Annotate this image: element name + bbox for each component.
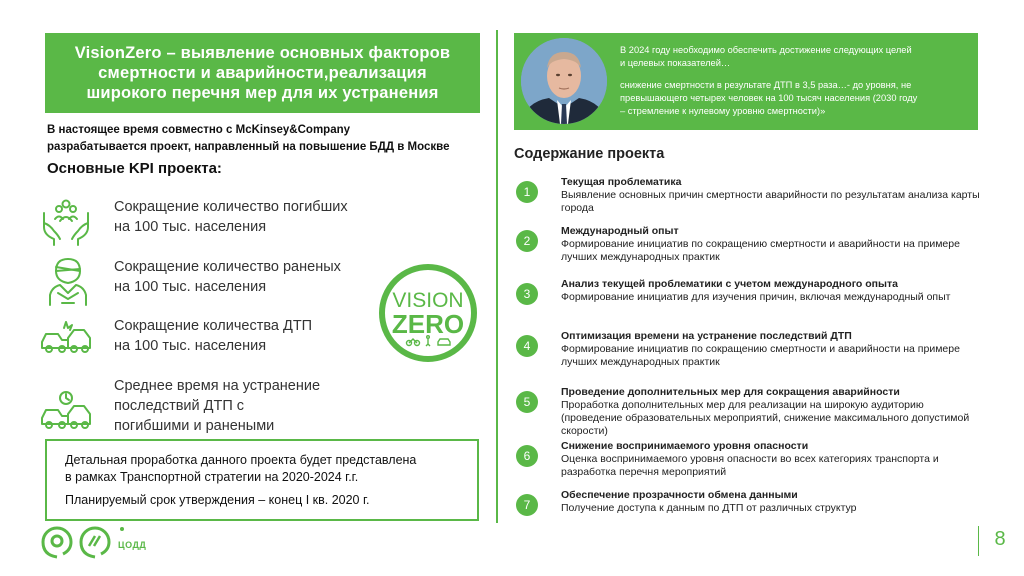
brand-logo-secondary-icon xyxy=(78,526,112,560)
kpi-item xyxy=(40,376,380,440)
kpi-item xyxy=(40,197,380,259)
slide-title xyxy=(45,33,480,113)
step-description: Получение доступа к данным по ДТП от различных структур xyxy=(561,502,857,514)
step-title: Международный опыт xyxy=(561,225,679,237)
note-line-1: Детальная проработка данного проекта будет представлена xyxy=(65,453,417,467)
note-box xyxy=(45,439,479,521)
kpi-line: Сокращение количество погибших xyxy=(114,199,348,215)
quote-line: снижение смертности в результате ДТП в 3,5 раза…- до уровня, не xyxy=(620,80,912,90)
kpi-line: погибшими и ранеными xyxy=(114,418,275,434)
step-body xyxy=(561,386,981,438)
step-description: Проработка дополнительных мер для реализации на широкую аудиторию (проведение образовательных мероприятий, снижение максимального допустимой скорости) xyxy=(561,399,970,437)
step-body xyxy=(561,330,981,369)
step-number-badge: 6 xyxy=(516,445,538,467)
page-number: 8 xyxy=(994,528,1006,550)
quote-line: и целевых показателей… xyxy=(620,58,731,68)
step-description: Формирование инициатив по сокращению смертности и аварийности на примере лучших международных практик xyxy=(561,343,960,368)
kpi-text xyxy=(114,376,384,436)
step-description: Формирование инициатив для изучения причин, включая международный опыт xyxy=(561,291,951,303)
hands-people-icon xyxy=(40,197,92,249)
kpi-item xyxy=(40,316,380,378)
step-body xyxy=(561,489,981,515)
kpi-item xyxy=(40,257,380,319)
step-number-badge: 4 xyxy=(516,335,538,357)
car-crash-icon xyxy=(40,316,92,368)
kpi-line: Сокращение количества ДТП xyxy=(114,318,313,334)
portrait-avatar xyxy=(521,38,607,124)
column-divider xyxy=(496,30,498,523)
step-description: Выявление основных причин смертности аварийности по результатам анализа карты города xyxy=(561,189,980,214)
step-title: Обеспечение прозрачности обмена данными xyxy=(561,489,798,501)
vision-zero-logo-line2: ZERO xyxy=(391,309,465,339)
step-number-badge: 1 xyxy=(516,181,538,203)
quote-line: превышающего четырех человек на 100 тысяч населения (2030 году xyxy=(620,93,918,103)
kpi-line: на 100 тыс. населения xyxy=(114,219,267,235)
car-crash-clock-icon xyxy=(40,388,92,440)
kpi-heading: Основные KPI проекта: xyxy=(47,160,222,177)
step-body xyxy=(561,278,981,304)
intro-line-2: разрабатывается проект, направленный на повышение БДД в Москве xyxy=(47,141,450,153)
step-title: Текущая проблематика xyxy=(561,176,682,188)
note-line-2: в рамках Транспортной стратегии на 2020-2024 г.г. xyxy=(65,470,359,484)
step-title: Снижение воспринимаемого уровня опасности xyxy=(561,440,809,452)
kpi-text xyxy=(114,257,384,297)
quote-line: – стремление к нулевому уровню смертности)» xyxy=(620,106,826,116)
slide-title-text: VisionZero – выявление основных факторов смертности и аварийности,реализация широкого перечня мер для их устранения xyxy=(74,44,451,102)
intro-line-1: В настоящее время совместно с McKinsey&Company xyxy=(47,124,351,136)
step-description: Формирование инициатив по сокращению смертности и аварийности на примере лучших международных практик xyxy=(561,238,960,263)
vision-zero-logo xyxy=(378,263,478,363)
kpi-line: на 100 тыс. населения xyxy=(114,338,267,354)
contents-heading: Содержание проекта xyxy=(514,146,665,162)
step-title: Анализ текущей проблематики с учетом международного опыта xyxy=(561,278,898,290)
intro-text xyxy=(47,122,487,156)
step-title: Проведение дополнительных мер для сокращения аварийности xyxy=(561,386,900,398)
kpi-text xyxy=(114,197,384,237)
step-description: Оценка воспринимаемого уровня опасности во всех категориях транспорта и разработка перечня мероприятий xyxy=(561,453,939,478)
footer-dot xyxy=(120,527,124,531)
quote-box xyxy=(514,33,978,130)
kpi-line: последствий ДТП с xyxy=(114,398,245,414)
quote-line: В 2024 году необходимо обеспечить достижение следующих целей xyxy=(620,45,912,55)
brand-logo-icon xyxy=(40,526,74,560)
step-body xyxy=(561,176,981,215)
step-body xyxy=(561,225,981,264)
step-title: Оптимизация времени на устранение последствий ДТП xyxy=(561,330,852,342)
kpi-text xyxy=(114,316,384,356)
quote-text xyxy=(620,44,965,118)
kpi-line: на 100 тыс. населения xyxy=(114,279,267,295)
step-number-badge: 5 xyxy=(516,391,538,413)
kpi-line: Сокращение количество раненых xyxy=(114,259,341,275)
kpi-line: Среднее время на устранение xyxy=(114,378,321,394)
vision-zero-logo-line1: VISION xyxy=(392,289,464,312)
step-body xyxy=(561,440,981,479)
note-line-3: Планируемый срок утверждения – конец I кв. 2020 г. xyxy=(65,493,370,507)
step-number-badge: 7 xyxy=(516,494,538,516)
step-number-badge: 2 xyxy=(516,230,538,252)
page-number-divider xyxy=(978,526,979,556)
injured-person-icon xyxy=(40,257,92,309)
footer-brand-label: ЦОДД xyxy=(118,540,147,550)
step-number-badge: 3 xyxy=(516,283,538,305)
